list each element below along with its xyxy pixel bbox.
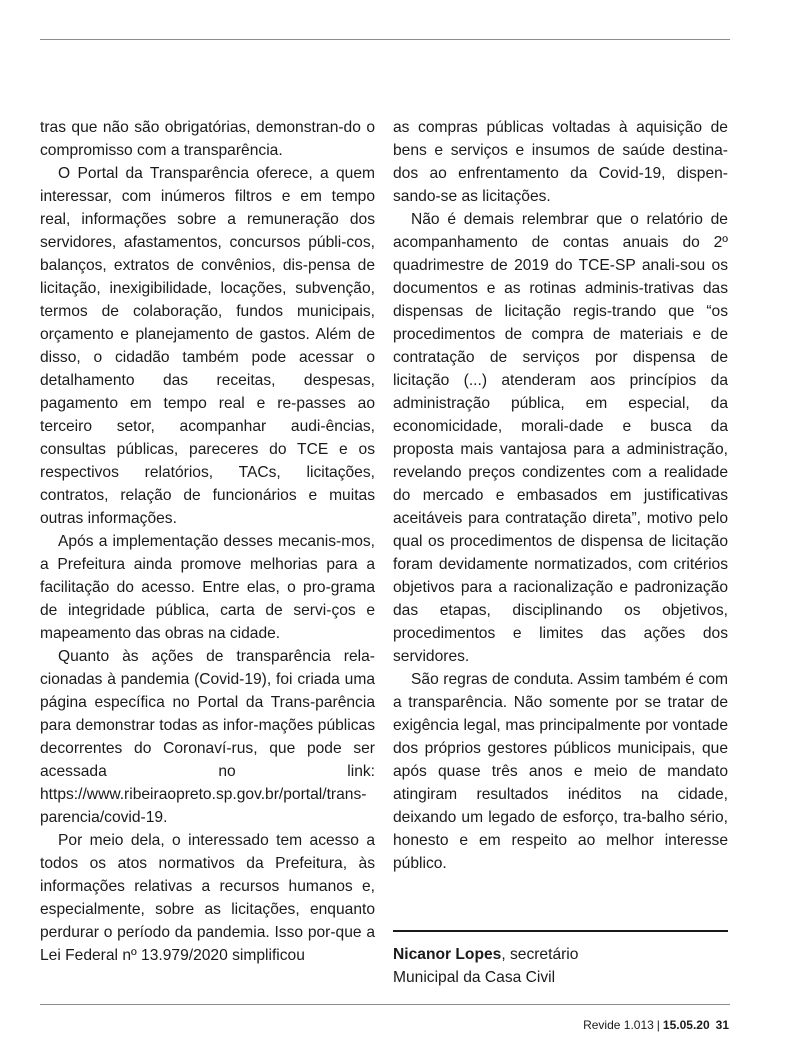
page-footer bbox=[583, 1017, 729, 1033]
paragraph: Quanto às ações de transparência rela-cionadas à pandemia (Covid-19), foi criada uma página específica no Portal da Trans-parência para demonstrar todas as infor-mações públicas decorrentes do Coronaví-rus, que pode ser acessada no link: https://www.ribeiraopreto.sp.gov.br/portal/trans-parencia/covid-19. bbox=[40, 648, 375, 826]
author-signature bbox=[393, 943, 728, 989]
paragraph: tras que não são obrigatórias, demonstran-do o compromisso com a transparência. bbox=[40, 119, 375, 159]
issue-date: 15.05.20 bbox=[662, 1018, 710, 1032]
bottom-rule bbox=[40, 1004, 730, 1005]
author-name: Nicanor Lopes bbox=[393, 946, 502, 963]
publication-name: Revide 1.013 bbox=[583, 1018, 654, 1032]
paragraph: Após a implementação desses mecanis-mos, a Prefeitura ainda promove melhorias para a facilitação do acesso. Entre elas, o pro-grama de integridade pública, carta de servi-ços e mapeamento das obras na cidade. bbox=[40, 533, 375, 642]
author-role: , secretário bbox=[501, 946, 579, 963]
paragraph: Não é demais relembrar que o relatório de acompanhamento de contas anuais do 2º quadrimestre de 2019 do TCE-SP anali-sou os documentos e as rotinas adminis-trativas das dispensas de licitação regis-trando que “os procedimentos de compra de materiais e de contratação de serviços por dispensa de licitação (...) atenderam aos princípios da administração pública, em especial, da economicidade, morali-dade e busca da proposta mais vantajosa para a administração, revelando preços condizentes com a realidade do mercado e embasados em justificativas aceitáveis para contratação direta”, motivo pelo qual os procedimentos de dispensa de licitação foram devidamente normatizados, com critérios objetivos para a racionalização e padronização das etapas, disciplinando os objetivos, procedimentos e limites das ações dos servidores. bbox=[393, 211, 728, 665]
paragraph: as compras públicas voltadas à aquisição de bens e serviços e insumos de saúde destina-dos ao enfrentamento da Covid-19, dispen-sando-se as licitações. bbox=[393, 119, 728, 205]
paragraph: O Portal da Transparência oferece, a quem interessar, com inúmeros filtros e em tempo real, informações sobre a remuneração dos servidores, afastamentos, concursos públi-cos, balanços, extratos de convênios, dis-pensa de licitação, inexigibilidade, locações, subvenção, termos de colaboração, fundos municipais, orçamento e planejamento de gastos. Além de disso, o cidadão também pode acessar o detalhamento das receitas, despesas, pagamento em tempo real e re-passes ao terceiro setor, acompanhar audi-ências, consultas públicas, pareceres do TCE e os respectivos relatórios, TACs, licitações, contratos, relação de funcionários e muitas outras informações. bbox=[40, 165, 375, 527]
article-column-left bbox=[40, 116, 375, 967]
paragraph: São regras de conduta. Assim também é com a transparência. Não somente por se tratar de exigência legal, mas principalmente por vontade dos próprios gestores públicos municipais, que após quase três anos e meio de mandato atingiram resultados inéditos na cidade, deixando um legado de esforço, tra-balho sério, honesto e em respeito ao melhor interesse público. bbox=[393, 671, 728, 872]
author-department: Municipal da Casa Civil bbox=[393, 969, 556, 986]
paragraph: Por meio dela, o interessado tem acesso a todos os atos normativos da Prefeitura, às informações relativas a recursos humanos e, especialmente, sobre as licitações, enquanto perdurar o período da pandemia. Isso por-que a Lei Federal nº 13.979/2020 simplificou bbox=[40, 832, 375, 964]
article-column-right bbox=[393, 116, 728, 875]
signature-line-1 bbox=[393, 943, 728, 966]
signature-rule bbox=[393, 930, 728, 932]
footer-separator: | bbox=[656, 1018, 660, 1032]
top-rule bbox=[40, 39, 730, 40]
page-number: 31 bbox=[715, 1018, 729, 1032]
